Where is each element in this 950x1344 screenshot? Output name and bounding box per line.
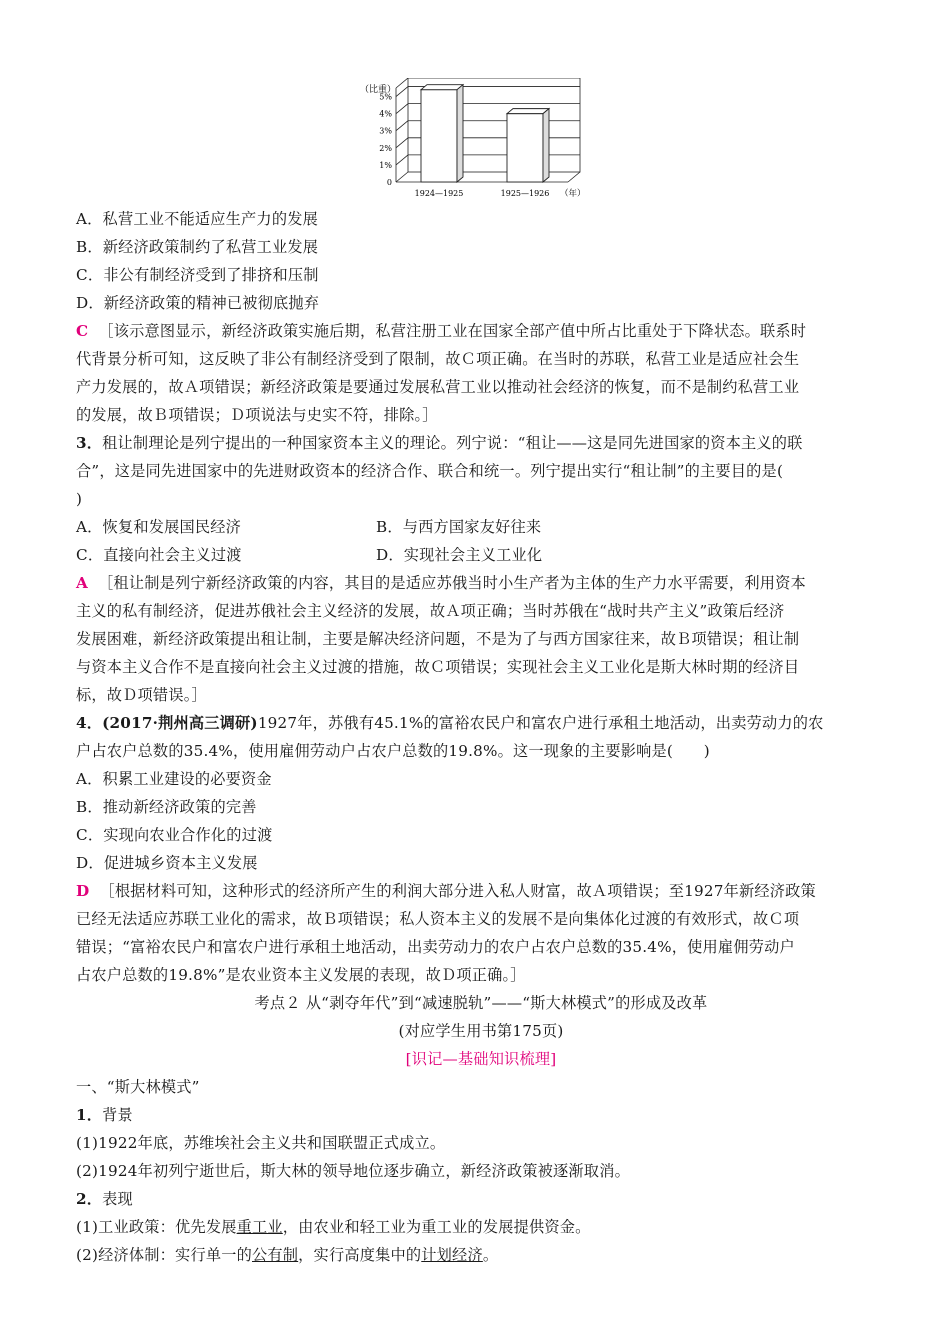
q3-option-b: B．与西方国家友好往来 [376,518,542,536]
gridline [396,87,408,97]
q3-answer: A [76,574,88,592]
bars [421,85,549,182]
manifestation-item: (2)经济体制：实行单一的公有制，实行高度集中的计划经济。 [76,1246,499,1264]
q2-explanation-line: 代背景分析可知，这反映了非公有制经济受到了限制，故Ｃ项正确。在当时的苏联，私营工业是适应社会生 [76,350,800,368]
q3-stem: ) [76,490,83,508]
y-tick-label: 3% [379,126,392,136]
q4-option-c: C．实现向农业合作化的过渡 [76,826,273,844]
q2-answer: C [76,322,89,340]
bar-top [421,85,463,90]
q3-stem: 合”，这是同先进国家中的先进财政资本的经济合作、联合和统一。列宁提出实行“租让制”的主要目的是( [76,462,784,480]
bar-front [421,90,457,182]
y-tick-label: 4% [379,109,392,119]
q3-stem: 3．租让制理论是列宁提出的一种国家资本主义的理论。列宁说：“租让——这是同先进国家的资本主义的联 [76,434,803,452]
q4-option-d: D．促进城乡资本主义发展 [76,854,258,872]
q4-explanation-line: 错误；“富裕农民户和富农户进行承租土地活动，出卖劳动力的农户占农户总数的35.4%，使用雇佣劳动户 [76,938,795,956]
q2-explanation-line: 产力发展的，故Ａ项错误；新经济政策是要通过发展私营工业以推动社会经济的恢复，而不是制约私营工业 [76,378,800,396]
bar-top [507,109,549,114]
q2-option-a: A．私营工业不能适应生产力的发展 [76,210,318,228]
bar-side [543,109,549,182]
section-page-ref: (对应学生用书第175页) [398,1022,564,1040]
q4-source: (2017·荆州高三调研) [102,714,258,732]
x-axis-label: （年） [560,189,586,199]
q4-explanation-line: 已经无法适应苏联工业化的需求，故Ｂ项错误；私人资本主义的发展不是向集体化过渡的有效形式，故Ｃ项 [76,910,800,928]
floor-edge [568,172,580,182]
bar [421,85,463,182]
background-item: (1)1922年底，苏维埃社会主义共和国联盟正式成立。 [76,1134,446,1152]
q4-option-a: A．积累工业建设的必要资金 [76,770,272,788]
q3-option-c: C．直接向社会主义过渡 [76,546,242,564]
q3-explanation-line: 标，故Ｄ项错误。］ [76,686,207,704]
q3-explanation-line: A ［租让制是列宁新经济政策的内容，其目的是适应苏俄当时小生产者为主体的生产力水平需要，利用资本 [76,574,806,592]
q3-explanation-line: 与资本主义合作不是直接向社会主义过渡的措施，故Ｃ项错误；实现社会主义工业化是斯大林时期的经济目 [76,658,800,676]
bar-front [507,114,543,182]
side-wall-edge [396,78,408,88]
gridline [396,104,408,114]
floor-edge [396,172,408,182]
manifestation-item: (1)工业政策：优先发展重工业，由农业和轻工业为重工业的发展提供资金。 [76,1218,591,1236]
y-axis-label: （比重） [360,85,397,95]
q4-explanation-line: 占农户总数的19.8%”是农业资本主义发展的表现，故Ｄ项正确。］ [76,966,526,984]
q2-explanation-line: C ［该示意图显示，新经济政策实施后期，私营注册工业在国家全部产值中所占比重处于下降状态。联系时 [76,322,807,340]
bar-chart [350,78,610,202]
x-tick-label: 1925—1926 [500,189,550,198]
y-tick-label: 0 [386,178,392,187]
q3-option-a: A．恢复和发展国民经济 [76,518,242,536]
q4-stem: 4．(2017·荆州高三调研)1927年，苏俄有45.1%的富裕农民户和富农户进行承租土地活动，出卖劳动力的农 [76,714,824,732]
q4-explanation-line: D ［根据材料可知，这种形式的经济所产生的利润大部分进入私人财富，故Ａ项错误；至1927年新经济政策 [76,882,816,900]
bar [507,109,549,182]
background-heading: 1．背景 [76,1106,133,1124]
y-ticks [379,93,392,187]
y-tick-label: 1% [379,160,392,170]
q4-stem: 户占农户总数的35.4%，使用雇佣劳动户占农户总数的19.8%。这一现象的主要影响是( ) [76,742,710,760]
y-tick-label: 5% [379,92,392,102]
q2-explanation-line: 的发展，故Ｂ项错误；Ｄ项说法与史实不符，排除。］ [76,406,438,424]
q2-option-d: D．新经济政策的精神已被彻底抛弃 [76,294,320,312]
q2-option-b: B．新经济政策制约了私营工业发展 [76,238,319,256]
gridline [396,121,408,131]
x-ticks [415,189,550,198]
q4-option-b: B．推动新经济政策的完善 [76,798,257,816]
q3-explanation-line: 发展困难，新经济政策提出租让制，主要是解决经济问题，不是为了与西方国家往来，故Ｂ项错误；租让制 [76,630,800,648]
gridline [396,138,408,148]
manifestation-heading: 2．表现 [76,1190,133,1208]
q4-answer: D [76,882,90,900]
x-tick-label: 1924—1925 [414,189,464,198]
gridline [396,155,408,165]
section-tag: [识记—基础知识梳理] [405,1050,557,1068]
section-title: 考点２ 从“剥夺年代”到“减速脱轨”——“斯大林模式”的形成及改革 [254,994,708,1012]
background-item: (2)1924年初列宁逝世后，斯大林的领导地位逐步确立，新经济政策被逐渐取消。 [76,1162,630,1180]
q3-option-d: D．实现社会主义工业化 [376,546,543,564]
subsection-heading: 一、“斯大林模式” [76,1078,200,1096]
bar-side [457,85,463,182]
q2-option-c: C．非公有制经济受到了排挤和压制 [76,266,319,284]
q3-explanation-line: 主义的私有制经济，促进苏俄社会主义经济的发展，故Ａ项正确；当时苏俄在“战时共产主义”政策后经济 [76,602,785,620]
y-tick-label: 2% [379,143,392,153]
